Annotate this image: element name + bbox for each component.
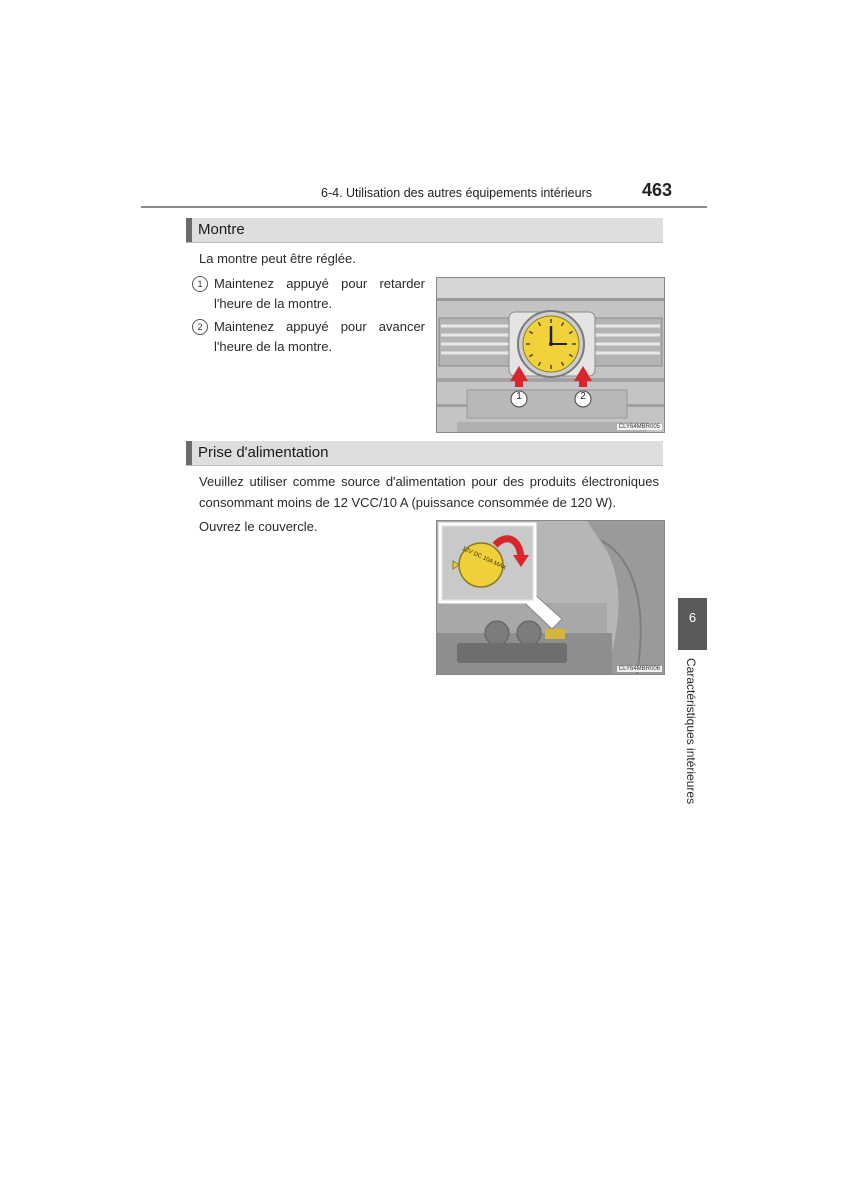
analog-clock-icon <box>518 311 584 377</box>
step-2-line-1: Maintenez appuyé pour avancer <box>214 319 425 334</box>
chapter-tab <box>678 598 707 650</box>
callout-1: 1 <box>516 391 522 402</box>
clock-section-heading <box>186 218 663 243</box>
page-number: 463 <box>641 180 672 200</box>
header-divider <box>141 206 707 208</box>
clock-step-2 <box>192 317 425 357</box>
power-outlet-figure <box>436 520 665 675</box>
running-header-title: 6-4. Utilisation des autres équipements intérieurs <box>321 186 592 200</box>
power-instruction-text: Ouvrez le couvercle. <box>199 519 318 534</box>
step-1-line-1: Maintenez appuyé pour retarder <box>214 276 425 291</box>
clock-intro-text: La montre peut être réglée. <box>199 251 356 266</box>
power-para-line-2: consommant moins de 12 VCC/10 A (puissance consommée de 120 W). <box>199 495 616 510</box>
section-marker <box>186 218 192 242</box>
callout-2: 2 <box>580 391 586 402</box>
clock-step-1 <box>192 274 425 314</box>
clock-figure <box>436 277 665 433</box>
power-para-line-1: Veuillez utiliser comme source d'alimentation pour des produits électroniques <box>199 474 659 489</box>
step-2-line-2: l'heure de la montre. <box>214 339 333 354</box>
clock-figure-code: CLY64MBR005 <box>618 424 660 430</box>
chapter-number: 6 <box>688 610 697 625</box>
power-section-title: Prise d'alimentation <box>198 444 329 461</box>
power-figure-code: CLY64MBR006 <box>618 666 660 672</box>
step-1-line-2: l'heure de la montre. <box>214 296 333 311</box>
power-section-heading <box>186 441 663 466</box>
section-marker <box>186 441 192 465</box>
clock-section-title: Montre <box>198 221 245 238</box>
step-number-2: 2 <box>192 319 208 335</box>
console-illustration <box>437 521 664 674</box>
chapter-side-label <box>681 658 701 818</box>
chapter-title: Caractéristiques intérieures <box>684 658 698 805</box>
step-number-1: 1 <box>192 276 208 292</box>
outlet-cap-text: 12V DC 10A MAX <box>461 545 507 572</box>
clock-illustration <box>437 278 664 432</box>
